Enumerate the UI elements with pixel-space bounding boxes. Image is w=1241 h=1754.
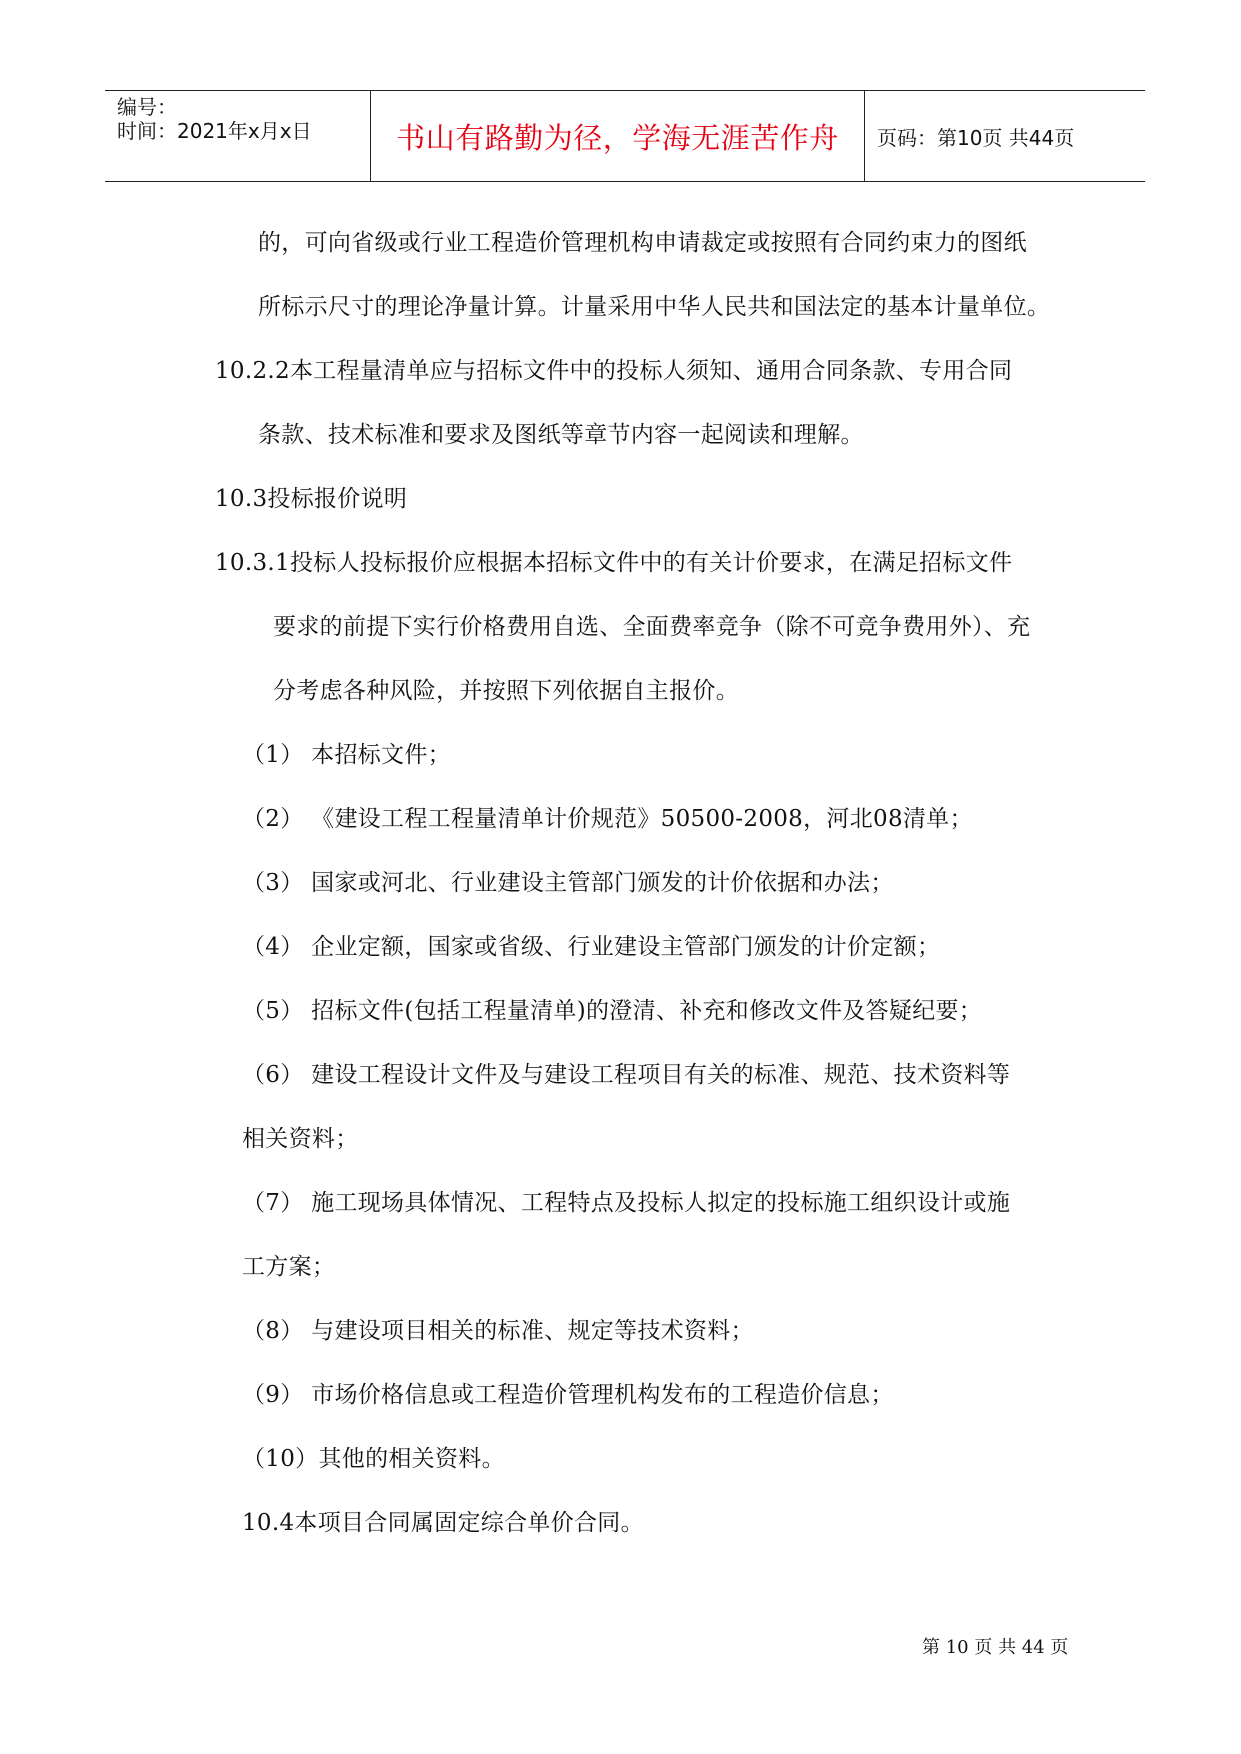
page-footer-number: 第 10 页 共 44 页: [922, 1637, 1069, 1658]
section-heading-10-3: 10.3投标报价说明: [215, 486, 408, 512]
list-item: （1） 本招标文件；: [242, 742, 451, 768]
list-item: （5） 招标文件(包括工程量清单)的澄清、补充和修改文件及答疑纪要；: [242, 998, 983, 1024]
clause-10-3-1: 10.3.1投标人投标报价应根据本招标文件中的有关计价要求，在满足招标文件: [215, 550, 1013, 576]
list-item: （3） 国家或河北、行业建设主管部门颁发的计价依据和办法；: [242, 870, 894, 896]
paragraph-line: 的，可向省级或行业工程造价管理机构申请裁定或按照有合同约束力的图纸: [258, 230, 1027, 256]
list-item: （9） 市场价格信息或工程造价管理机构发布的工程造价信息；: [242, 1382, 894, 1408]
time-label: 时间：2021年x月x日: [117, 119, 312, 143]
paragraph-line: 分考虑各种风险，并按照下列依据自主报价。: [273, 678, 739, 704]
header-page-cell: [865, 91, 1145, 181]
page-code: 页码：第10页 共44页: [877, 125, 1075, 150]
list-item: （2） 《建设工程工程量清单计价规范》50500-2008，河北08清单；: [242, 806, 973, 832]
list-item: （8） 与建设项目相关的标准、规定等技术资料；: [242, 1318, 754, 1344]
list-item: （4） 企业定额，国家或省级、行业建设主管部门颁发的计价定额；: [242, 934, 941, 960]
paragraph-line: 要求的前提下实行价格费用自选、全面费率竞争（除不可竞争费用外）、充: [273, 614, 1031, 640]
clause-10-2-2: 10.2.2本工程量清单应与招标文件中的投标人须知、通用合同条款、专用合同: [215, 358, 1013, 384]
number-label: 编号：: [117, 95, 177, 119]
clause-10-4: 10.4本项目合同属固定综合单价合同。: [242, 1510, 644, 1536]
list-item: （6） 建设工程设计文件及与建设工程项目有关的标准、规范、技术资料等: [242, 1062, 1011, 1088]
paragraph-line: 条款、技术标准和要求及图纸等章节内容一起阅读和理解。: [258, 422, 864, 448]
header-motto-cell: [370, 91, 865, 181]
header-info-cell: [105, 91, 370, 181]
document-header: [105, 90, 1145, 182]
list-item-continuation: 相关资料；: [242, 1126, 359, 1152]
list-item: （10）其他的相关资料。: [242, 1446, 505, 1472]
motto-text: 书山有路勤为径，学海无涯苦作舟: [396, 120, 839, 155]
list-item: （7） 施工现场具体情况、工程特点及投标人拟定的投标施工组织设计或施: [242, 1190, 1011, 1216]
list-item-continuation: 工方案；: [242, 1254, 336, 1280]
paragraph-line: 所标示尺寸的理论净量计算。计量采用中华人民共和国法定的基本计量单位。: [258, 294, 1051, 320]
